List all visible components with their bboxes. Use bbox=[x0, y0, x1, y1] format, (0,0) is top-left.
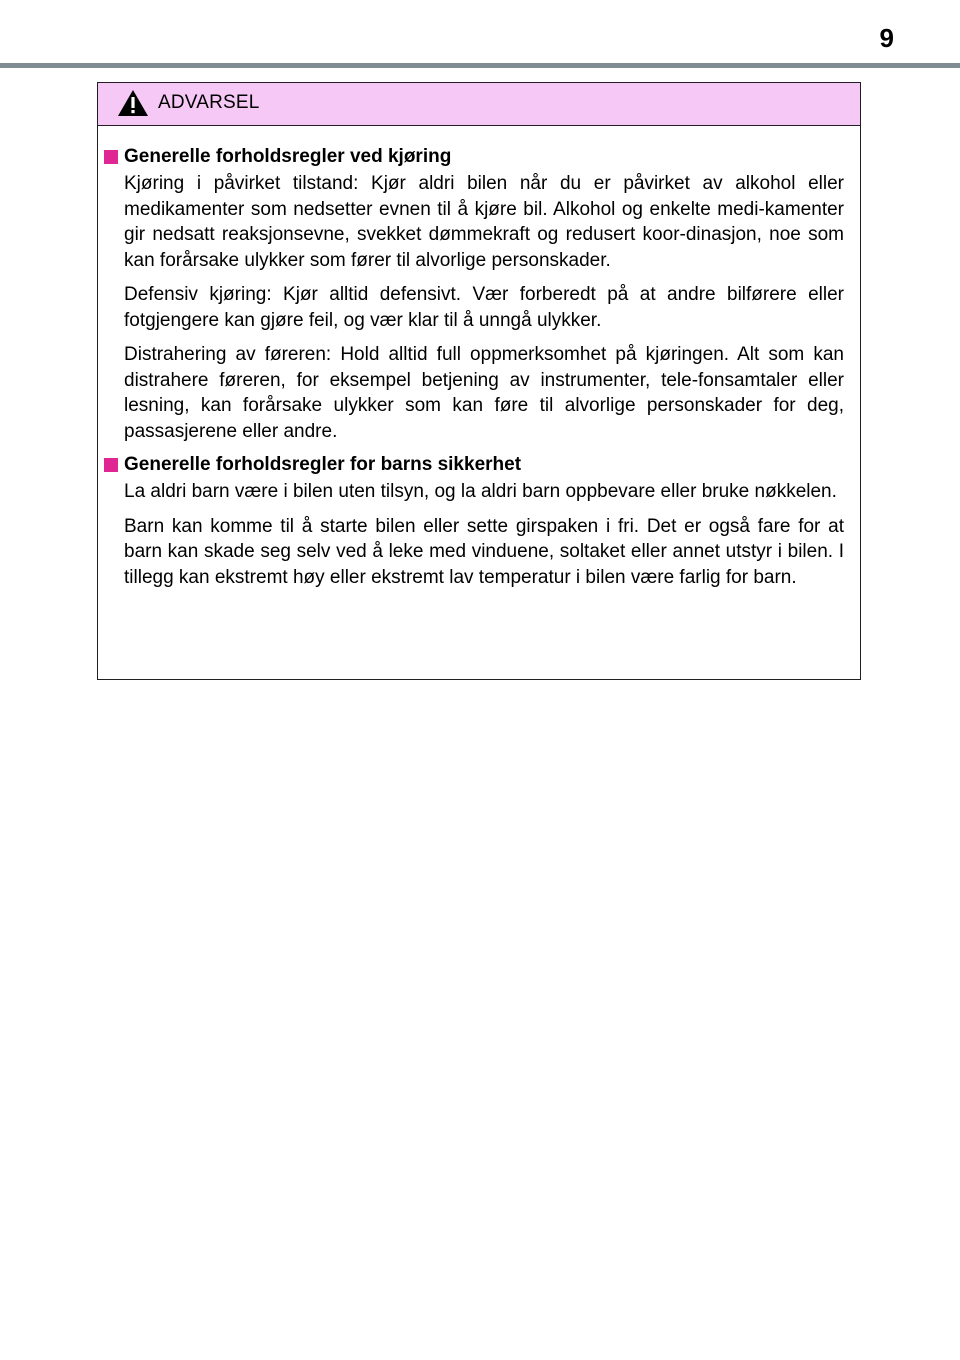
paragraph: Distrahering av føreren: Hold alltid full oppmerksomhet på kjøringen. Alt som kan distrahere føreren, for eksempel betjening av instrumenter, tele-fonsamtaler eller lesning, kan forårsake ulykker som kan føre til alvorlige personskader for deg, passasjerene eller andre. bbox=[124, 344, 844, 442]
paragraph: La aldri barn være i bilen uten tilsyn, og la aldri barn oppbevare eller bruke nøkkelen. bbox=[124, 481, 837, 502]
warning-header bbox=[98, 83, 860, 126]
section-heading-child-safety bbox=[104, 453, 844, 477]
paragraph: Defensiv kjøring: Kjør alltid defensivt. Vær forberedt på at andre bilførere eller fotgjengere kan gjøre feil, og vær klar til å unngå ulykker. bbox=[124, 284, 844, 331]
section-heading-text: Generelle forholdsregler ved kjøring bbox=[124, 146, 452, 167]
warning-body bbox=[98, 126, 860, 590]
page-number: 9 bbox=[879, 23, 894, 53]
square-bullet-icon bbox=[104, 150, 118, 164]
paragraph: Kjøring i påvirket tilstand: Kjør aldri bilen når du er påvirket av alkohol eller medikamenter som nedsetter evnen til å kjøre bil. Alkohol og enkelte medi-kamenter gir nedsatt reaksjonsevne, svekket dømmekraft og redusert koor-dinasjon, noe som kan forårsake ulykker som fører til alvorlige personskader. bbox=[124, 173, 844, 271]
paragraph: Barn kan komme til å starte bilen eller sette girspaken i fri. Det er også fare for at barn kan skade seg selv ved å leke med vinduene, soltaket eller annet utstyr i bilen. I tillegg kan ekstremt høy eller ekstremt lav temperatur i bilen være farlig for barn. bbox=[124, 515, 844, 588]
warning-triangle-icon bbox=[117, 89, 149, 117]
section-heading-text: Generelle forholdsregler for barns sikkerhet bbox=[124, 454, 522, 475]
square-bullet-icon bbox=[104, 458, 118, 472]
warning-box bbox=[97, 82, 861, 680]
warning-title: ADVARSEL bbox=[158, 92, 260, 113]
section-heading-driving bbox=[104, 145, 844, 169]
header-rule bbox=[0, 63, 960, 68]
